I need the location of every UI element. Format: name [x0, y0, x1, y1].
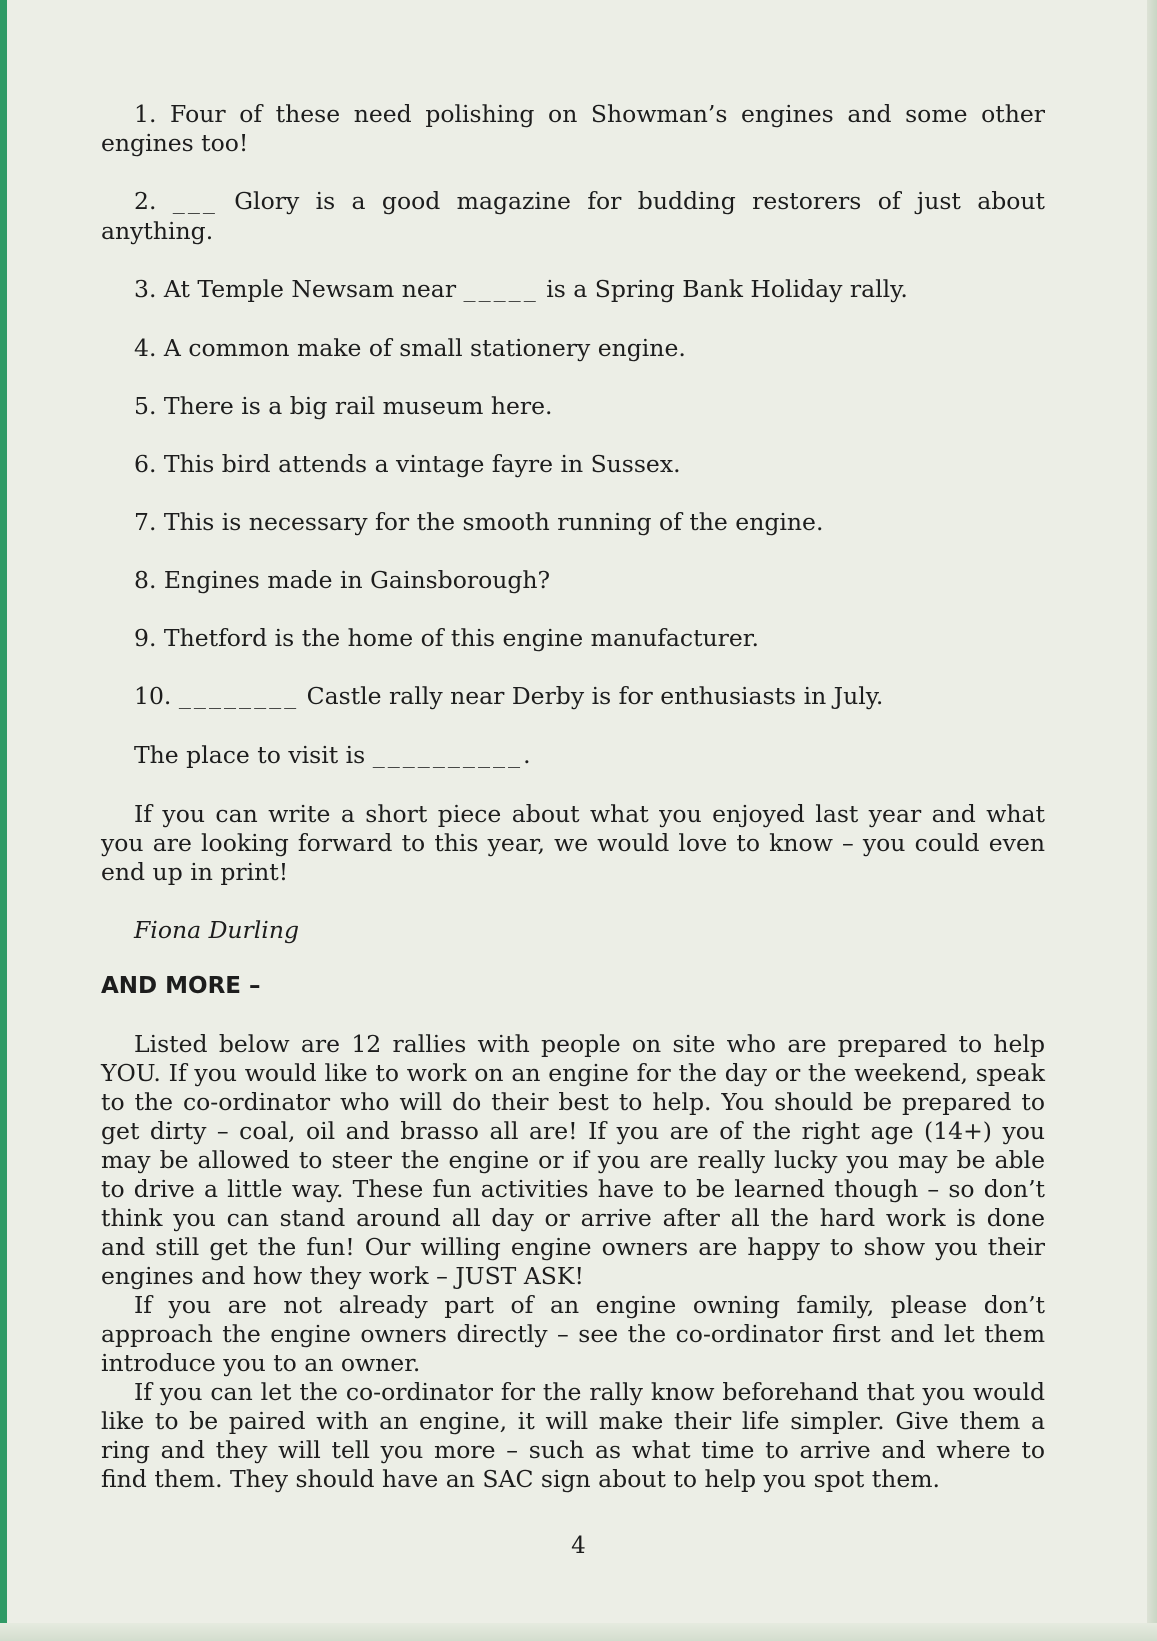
quiz-question-5: 5. There is a big rail museum here. [134, 392, 553, 420]
quiz-questions [101, 100, 1045, 712]
quiz-question-7: 7. This is necessary for the smooth running of the engine. [134, 508, 824, 536]
quiz-question-10: 10. ________ Castle rally near Derby is for enthusiasts in July. [134, 682, 884, 710]
invitation-paragraph: If you can write a short piece about what you enjoyed last year and what you are looking forward to this year, we would love to know – you could even end up in print! [101, 800, 1045, 886]
green-cover-edge [0, 0, 7, 1641]
page-content [101, 100, 1045, 1494]
answer-blank: ___ [172, 190, 218, 214]
quiz-question-8: 8. Engines made in Gainsborough? [134, 566, 551, 594]
author-signature: Fiona Durling [134, 916, 300, 944]
answer-blank: ________ [178, 685, 300, 709]
body-paragraph-2: If you are not already part of an engine owning family, please don’t approach the engine owners directly – see the co-ordinator first and let them introduce you to an owner. [101, 1291, 1045, 1377]
page-bottom-edge [0, 1623, 1157, 1641]
quiz-question-2: 2. ___ Glory is a good magazine for budding restorers of just about anything. [101, 187, 1045, 245]
quiz-question-9: 9. Thetford is the home of this engine manufacturer. [134, 624, 759, 652]
body-paragraph-3: If you can let the co-ordinator for the rally know beforehand that you would like to be paired with an engine, it will make their life simpler. Give them a ring and they will tell you more – such as what time to arrive and where to find them. They should have an SAC sign about to help you spot them. [101, 1378, 1045, 1493]
quiz-question-6: 6. This bird attends a vintage fayre in Sussex. [134, 450, 681, 478]
page-right-edge [1147, 0, 1157, 1641]
quiz-question-3: 3. At Temple Newsam near _____ is a Spring Bank Holiday rally. [134, 275, 908, 303]
page-number: 4 [571, 1533, 586, 1559]
answer-blank: _____ [463, 278, 539, 302]
section-heading: AND MORE – [101, 973, 261, 999]
body-paragraph-1: Listed below are 12 rallies with people on site who are prepared to help YOU. If you would like to work on an engine for the day or the weekend, speak to the co-ordinator who will do their best to help. You should be prepared to get dirty – coal, oil and brasso all are! If you are of the right age (14+) you may be allowed to steer the engine or if you are really lucky you may be able to drive a little way. These fun activities have to be learned though – so don’t think you can stand around all day or arrive after all the hard work is done and still get the fun! Our willing engine owners are happy to show you their engines and how they work – JUST ASK! [101, 1030, 1045, 1290]
quiz-question-1: 1. Four of these need polishing on Showman’s engines and some other engines too! [101, 100, 1045, 157]
answer-blank: __________ [372, 744, 524, 768]
quiz-question-4: 4. A common make of small stationery engine. [134, 334, 686, 362]
quiz-answer-line: The place to visit is __________. [134, 741, 531, 769]
